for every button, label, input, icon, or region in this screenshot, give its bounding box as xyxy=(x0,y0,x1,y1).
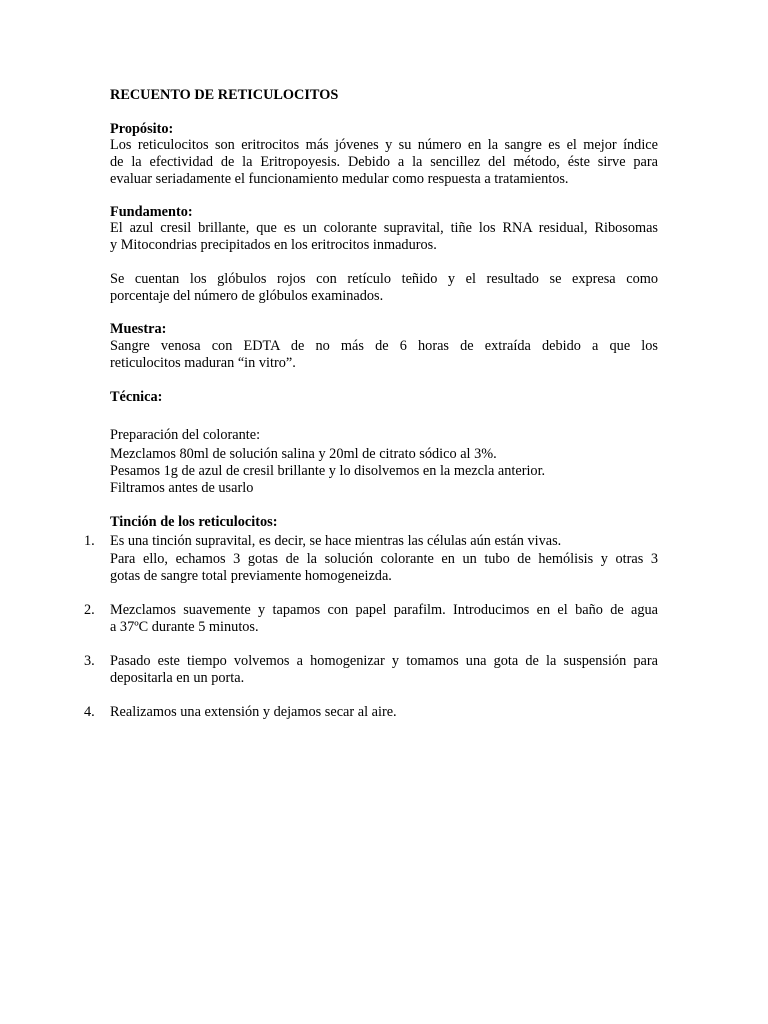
text-line: depositarla en un porta. xyxy=(110,670,245,686)
text-line: Para ello, echamos 3 gotas de la solución colorante en un tubo de hemólisis y otras 3 xyxy=(110,551,658,567)
text-line: El azul cresil brillante, que es un colorante supravital, tiñe los RNA residual, Ribosomas xyxy=(110,220,658,236)
fundamento-heading: Fundamento: xyxy=(110,204,193,220)
proposito-paragraph xyxy=(110,137,658,188)
list-number: 2. xyxy=(84,602,95,618)
list-item-4 xyxy=(110,704,658,721)
text-line: a 37ºC durante 5 minutos. xyxy=(110,619,259,635)
text-line: Realizamos una extensión y dejamos secar al aire. xyxy=(110,704,397,720)
proposito-heading: Propósito: xyxy=(110,121,174,137)
preparacion-steps xyxy=(110,446,658,497)
list-item-1-first xyxy=(110,533,658,550)
fundamento-paragraph-2 xyxy=(110,271,658,305)
list-item-1-body xyxy=(110,551,658,585)
tincion-heading: Tinción de los reticulocitos: xyxy=(110,514,278,530)
fundamento-paragraph-1 xyxy=(110,220,658,254)
list-item-3 xyxy=(110,653,658,687)
document-title: RECUENTO DE RETICULOCITOS xyxy=(110,87,339,103)
text-line: gotas de sangre total previamente homogeneizda. xyxy=(110,568,392,584)
text-line: Filtramos antes de usarlo xyxy=(110,480,254,496)
list-item-2 xyxy=(110,602,658,636)
list-number: 4. xyxy=(84,704,95,720)
muestra-paragraph xyxy=(110,338,658,372)
text-line: porcentaje del número de glóbulos examinados. xyxy=(110,288,384,304)
text-line: Preparación del colorante: xyxy=(110,427,261,443)
text-line: Pesamos 1g de azul de cresil brillante y lo disolvemos en la mezcla anterior. xyxy=(110,463,546,479)
text-line: de la efectividad de la Eritropoyesis. Debido a la sencillez del método, éste sirve para xyxy=(110,154,658,170)
text-line: Sangre venosa con EDTA de no más de 6 horas de extraída debido a que los xyxy=(110,338,658,354)
text-line: reticulocitos maduran “in vitro”. xyxy=(110,355,296,371)
text-line: Mezclamos 80ml de solución salina y 20ml de citrato sódico al 3%. xyxy=(110,446,497,462)
text-line: Pasado este tiempo volvemos a homogenizar y tomamos una gota de la suspensión para xyxy=(110,653,658,669)
preparacion-subheading xyxy=(110,427,658,444)
text-line: evaluar seriadamente el funcionamiento medular como respuesta a tratamientos. xyxy=(110,171,569,187)
muestra-heading: Muestra: xyxy=(110,321,167,337)
tecnica-heading: Técnica: xyxy=(110,389,163,405)
text-line: Mezclamos suavemente y tapamos con papel parafilm. Introducimos en el baño de agua xyxy=(110,602,658,618)
text-line: y Mitocondrias precipitados en los eritrocitos inmaduros. xyxy=(110,237,437,253)
list-number: 3. xyxy=(84,653,95,669)
text-line: Se cuentan los glóbulos rojos con retículo teñido y el resultado se expresa como xyxy=(110,271,658,287)
text-line: Los reticulocitos son eritrocitos más jóvenes y su número en la sangre es el mejor índice xyxy=(110,137,658,153)
list-number: 1. xyxy=(84,533,95,549)
text-line: Es una tinción supravital, es decir, se hace mientras las células aún están vivas. xyxy=(110,533,562,549)
